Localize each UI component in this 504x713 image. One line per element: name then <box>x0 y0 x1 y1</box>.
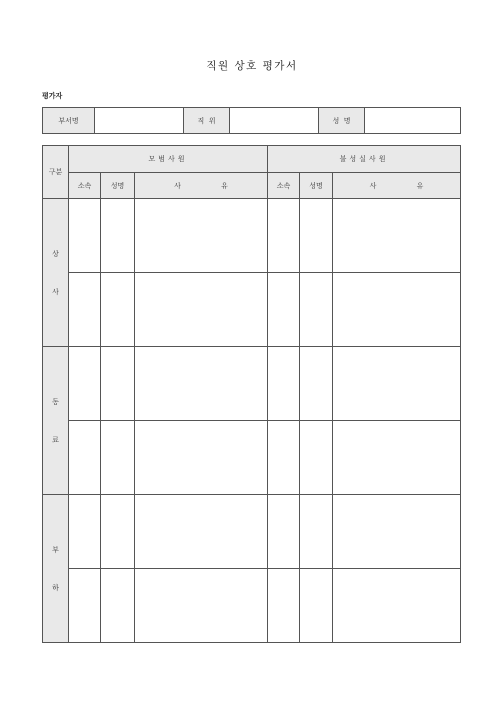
table-cell[interactable] <box>135 569 268 643</box>
poor-name-header: 성명 <box>300 173 333 199</box>
table-cell[interactable] <box>268 421 300 495</box>
table-cell[interactable] <box>300 199 333 273</box>
document-title: 직원 상호 평가서 <box>206 60 298 72</box>
category-header: 구분 <box>43 146 69 199</box>
name-label: 성 명 <box>319 108 365 134</box>
category-subordinate <box>43 495 69 643</box>
table-cell[interactable] <box>69 347 101 421</box>
table-cell[interactable] <box>135 347 268 421</box>
category-char: 하 <box>52 583 59 592</box>
table-row <box>43 199 461 273</box>
table-row <box>43 273 461 347</box>
table-cell[interactable] <box>69 273 101 347</box>
table-cell[interactable] <box>300 421 333 495</box>
table-cell[interactable] <box>69 495 101 569</box>
department-field[interactable] <box>95 108 184 134</box>
category-char: 부 <box>52 545 59 554</box>
table-cell[interactable] <box>300 347 333 421</box>
table-row <box>43 495 461 569</box>
evaluator-info-table <box>42 107 461 134</box>
table-row <box>43 421 461 495</box>
model-employee-header: 모범사원 <box>69 146 268 173</box>
table-cell[interactable] <box>135 495 268 569</box>
poor-employee-header: 불성실사원 <box>268 146 461 173</box>
category-char: 사 <box>52 287 59 296</box>
evaluation-table <box>42 145 461 643</box>
table-cell[interactable] <box>268 569 300 643</box>
model-affiliation-header: 소속 <box>69 173 101 199</box>
table-cell[interactable] <box>101 569 135 643</box>
table-row <box>43 347 461 421</box>
table-cell[interactable] <box>135 273 268 347</box>
table-cell[interactable] <box>333 569 461 643</box>
table-cell[interactable] <box>300 273 333 347</box>
category-char: 동 <box>52 397 59 406</box>
table-cell[interactable] <box>268 495 300 569</box>
department-label: 부서명 <box>43 108 95 134</box>
table-cell[interactable] <box>69 199 101 273</box>
model-reason-header: 사 유 <box>135 173 268 199</box>
table-cell[interactable] <box>333 199 461 273</box>
category-colleague <box>43 347 69 495</box>
table-cell[interactable] <box>333 347 461 421</box>
table-cell[interactable] <box>69 569 101 643</box>
position-field[interactable] <box>230 108 319 134</box>
table-cell[interactable] <box>268 347 300 421</box>
table-cell[interactable] <box>300 495 333 569</box>
table-cell[interactable] <box>268 199 300 273</box>
table-cell[interactable] <box>135 199 268 273</box>
table-cell[interactable] <box>101 347 135 421</box>
table-cell[interactable] <box>268 273 300 347</box>
category-char: 상 <box>52 249 59 258</box>
table-cell[interactable] <box>333 495 461 569</box>
poor-reason-header: 사 유 <box>333 173 461 199</box>
category-char: 료 <box>52 435 59 444</box>
table-cell[interactable] <box>101 199 135 273</box>
table-cell[interactable] <box>101 273 135 347</box>
poor-affiliation-header: 소속 <box>268 173 300 199</box>
model-name-header: 성명 <box>101 173 135 199</box>
table-cell[interactable] <box>69 421 101 495</box>
position-label: 직 위 <box>184 108 230 134</box>
table-cell[interactable] <box>300 569 333 643</box>
table-cell[interactable] <box>101 495 135 569</box>
table-cell[interactable] <box>135 421 268 495</box>
table-cell[interactable] <box>333 421 461 495</box>
name-field[interactable] <box>365 108 461 134</box>
table-cell[interactable] <box>101 421 135 495</box>
table-row <box>43 569 461 643</box>
evaluator-label: 평가자 <box>42 92 63 100</box>
category-superior <box>43 199 69 347</box>
table-cell[interactable] <box>333 273 461 347</box>
